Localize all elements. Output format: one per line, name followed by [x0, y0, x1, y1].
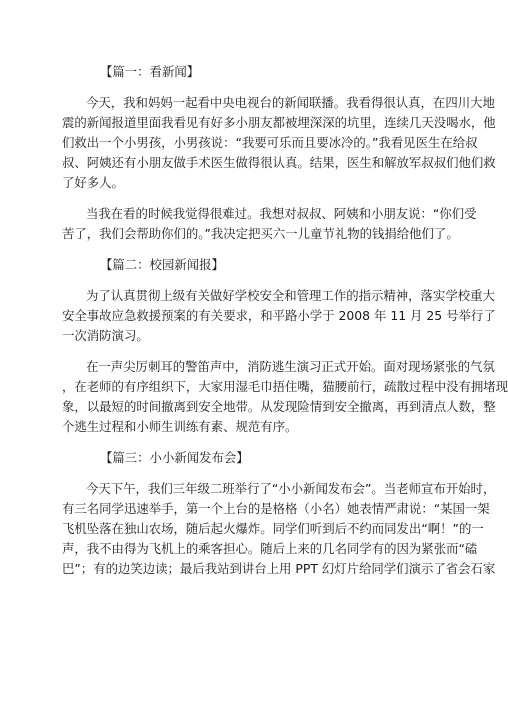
text-line: 飞机坠落在独山农场，随后起火爆炸。同学们听到后不约而同发出“啊！”的一: [62, 521, 484, 536]
paragraph: [62, 93, 496, 193]
section-heading-3: 【篇三：小小新闻发布会】: [100, 450, 249, 465]
text-line: 叔、阿姨还有小朋友做手术医生做得很认真。结果，医生和解放军叔叔们他们救: [62, 155, 496, 170]
text-line: 苦了，我们会帮助你们的。”我决定把买六一儿童节礼物的钱捐给他们了。: [62, 226, 459, 241]
text-line: 当我在看的时候我觉得很难过。我想对叔叔、阿姨和小朋友说：“你们受: [86, 206, 477, 221]
text-line: 有三名同学迅速举手，第一个上台的是格格（小名）她表情严肃说：“某国一架: [62, 501, 490, 516]
text-line: 了好多人。: [62, 175, 124, 190]
text-line: 一次消防演习。: [62, 328, 149, 343]
text-line: 巴”；有的边笑边读；最后我站到讲台上用 PPT 幻灯片给同学们演示了省会石家: [62, 561, 496, 576]
paragraph: [62, 357, 508, 437]
text-line: 个逃生过程和小师生训练有素、规范有序。: [62, 419, 298, 434]
document-page: [62, 62, 508, 590]
text-line: 今天，我和妈妈一起看中央电视台的新闻联播。我看得很认真，在四川大地: [86, 95, 495, 110]
text-line: ，在老师的有序组织下，大家用湿毛巾捂住嘴，猫腰前行，疏散过程中没有拥堵现: [62, 379, 508, 394]
text-line: 为了认真贯彻上级有关做好学校安全和管理工作的指示精神，落实学校重大: [86, 288, 495, 303]
section-heading-2: 【篇二：校园新闻报】: [100, 257, 224, 272]
paragraph: [62, 286, 496, 346]
text-line: 在一声尖厉刺耳的警笛声中，消防逃生演习正式开始。面对现场紧张的气氛: [86, 359, 495, 374]
section-heading-1: 【篇一：看新闻】: [100, 64, 200, 79]
text-line: 象，以最短的时间撤离到安全地带。从发现险情到安全撤离，再到清点人数，整: [62, 399, 496, 414]
text-line: 今天下午，我们三年级二班举行了“小小新闻发布会”。当老师宣布开始时，: [86, 481, 496, 496]
text-line: 声，我不由得为飞机上的乘客担心。随后上来的几名同学有的因为紧张而“磕: [62, 541, 478, 556]
paragraph: [62, 204, 477, 244]
text-line: 们救出一个小男孩，小男孩说：“我要可乐而且要冰冷的。”我看见医生在给叔: [62, 135, 478, 150]
paragraph: [62, 479, 496, 579]
text-line: 震的新闻报道里面我看见有好多小朋友都被埋深深的坑里，连续几天没喝水，他: [62, 115, 496, 130]
text-line: 安全事故应急救援预案的有关要求，和平路小学于 2008 年 11 月 25 号举行了: [62, 308, 496, 323]
